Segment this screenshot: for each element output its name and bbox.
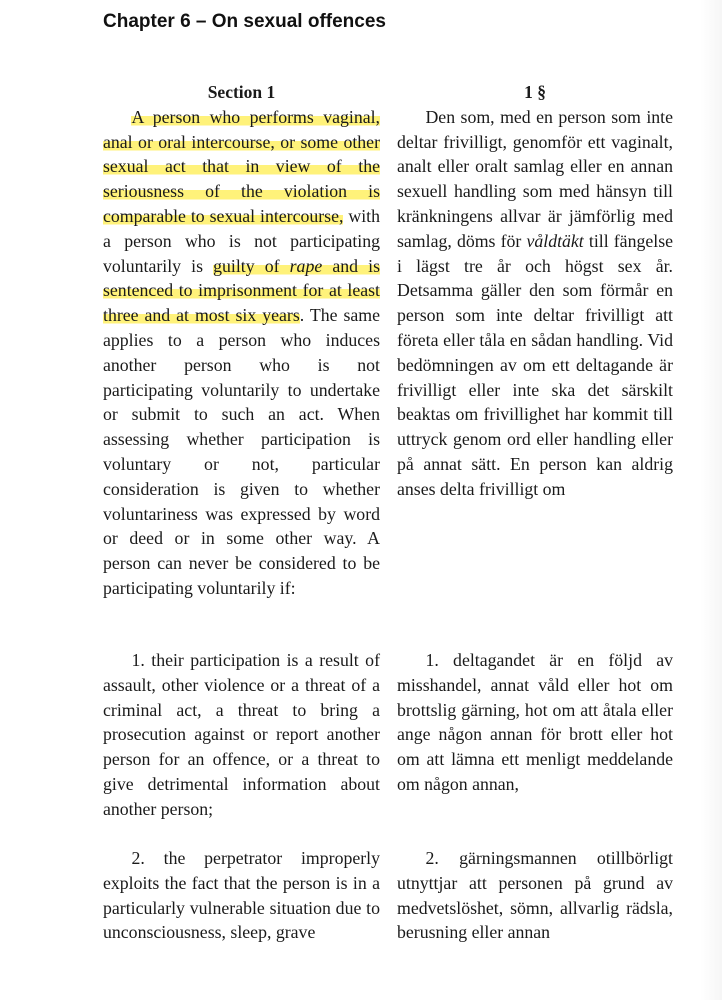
- swedish-list-item-1: [397, 648, 673, 797]
- swedish-list-item-2: [397, 846, 673, 945]
- page-edge-shadow: [700, 0, 722, 1000]
- paragraph-text: with a person who is not participating voluntarily is: [103, 205, 381, 276]
- list-item-text: 1. deltagandet är en följd av misshandel, annat våld eller hot om brottslig gärning, hot om att åtala eller ange någon annan för brott eller hot om att lämna ett menligt meddelande om någon annan,: [397, 650, 673, 794]
- list-item-text: 2. gärningsmannen otillbörligt utnyttjar att personen på grund av medvetslöshet, sömn, allvarlig rädsla, berusning eller annan: [397, 848, 673, 943]
- highlighted-text: and is sentenced to imprisonment for at least three and at most six years: [103, 255, 380, 326]
- highlighted-text: guilty of: [213, 255, 290, 276]
- swedish-section-paragraph: [397, 105, 673, 502]
- english-list-item-1: [103, 648, 380, 822]
- defined-term-valdtakt: våldtäkt: [526, 230, 584, 251]
- defined-term-rape: rape: [289, 255, 323, 276]
- section-heading-swedish: 1 §: [524, 82, 546, 102]
- paragraph-text: till fängelse i lägst tre år och högst sex år. Detsamma gäller den som förmår en person som inte deltar frivilligt att företa eller tåla en sådan handling. Vid bedömningen av om ett deltagande är frivilligt eller inte ska det särskilt beaktas om frivillighet har kommit till uttryck genom ord eller handling eller på annat sätt. En person kan aldrig anses delta frivilligt om: [397, 230, 674, 499]
- swedish-column: [397, 80, 673, 502]
- paragraph-text: . The same applies to a person who induces another person who is not participating voluntarily to undertake or submit to such an act. When assessing whether participation is voluntary or not, particular consideration is given to whether voluntariness was expressed by word or deed or in some other way. A person can never be considered to be participating voluntarily if:: [103, 305, 380, 598]
- highlighted-text: A person who performs vaginal, anal or oral intercourse, or some other sexual act that in view of the seriousness of the violation is comparable to sexual intercourse,: [103, 106, 380, 226]
- paragraph-text: Den som, med en person som inte deltar frivilligt, genomför ett vaginalt, analt eller oralt samlag eller en annan sexuell handling som med hänsyn till kränkningens allvar är jämförlig med samlag, döms för: [397, 106, 673, 251]
- english-column: [103, 80, 380, 601]
- list-item-text: 2. the perpetrator improperly exploits the fact that the person is in a particularly vulnerable situation due to unconsciousness, sleep, grave: [103, 848, 380, 943]
- english-section-paragraph: [103, 105, 380, 601]
- english-list-item-2: [103, 846, 380, 945]
- section-heading-english: Section 1: [207, 82, 276, 102]
- chapter-title: Chapter 6 – On sexual offences: [103, 11, 386, 32]
- list-item-text: 1. their participation is a result of assault, other violence or a threat of a criminal act, a threat to bring a prosecution against or report another person for an offence, or a threat to give detrimental information about another person;: [103, 650, 380, 819]
